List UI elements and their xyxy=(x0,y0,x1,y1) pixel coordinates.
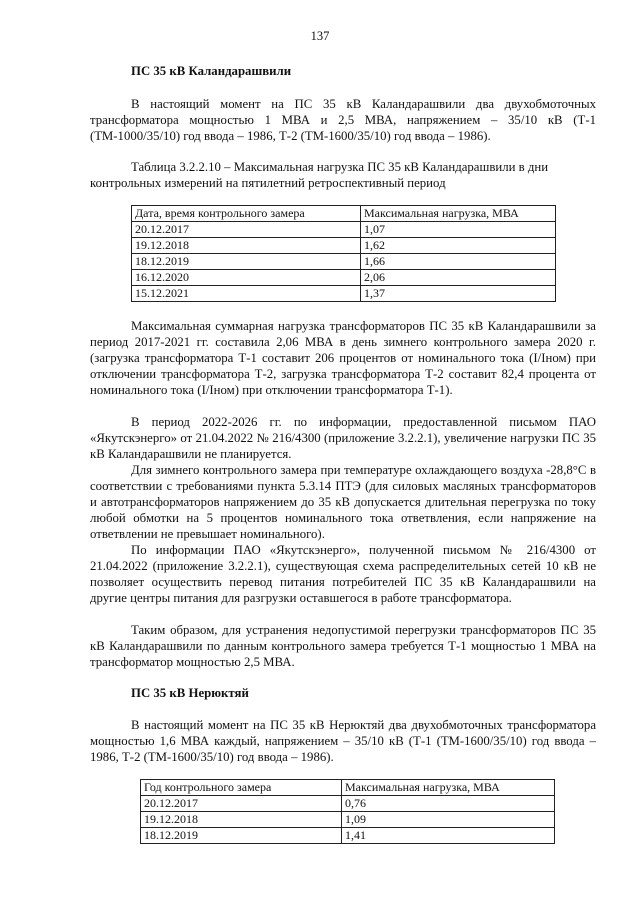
table-cell-load: 2,06 xyxy=(361,270,556,286)
body-paragraph: В период 2022-2026 гг. по информации, предоставленной письмом ПАО «Якутскэнерго» от 21.04.2022 № 216/4300 (приложение 3.2.2.1), увеличение нагрузки ПС 35 кВ Каландарашвили не планируется. xyxy=(90,415,596,461)
table-row xyxy=(141,796,555,812)
table-header-row xyxy=(132,206,556,222)
table-row xyxy=(132,254,556,270)
table-cell-load: 1,41 xyxy=(342,828,555,844)
load-table-kalandarashvili xyxy=(131,205,556,302)
intro-paragraph-neryuktyai: В настоящий момент на ПС 35 кВ Нерюктяй два двухобмоточных трансформатора мощностью 1,6 МВА каждый, напряжением – 35/10 кВ (Т-1 (ТМ-1600/35/10) год ввода – 1986, Т-2 (ТМ-1600/35/10) год ввода – 1986). xyxy=(90,718,596,764)
table-cell-load: 1,07 xyxy=(361,222,556,238)
table-cell-load: 1,66 xyxy=(361,254,556,270)
body-paragraph: По информации ПАО «Якутскэнерго», полученной письмом № 216/4300 от 21.04.2022 (приложение 3.2.2.1), существующая схема распределительных сетей 10 кВ не позволяет осуществить перевод питания потребителей ПС 35 кВ Каландарашвили на другие центры питания для разгрузки оставшегося в работе трансформатора. xyxy=(90,543,596,605)
table-cell-date: 16.12.2020 xyxy=(132,270,361,286)
load-table-neryuktyai xyxy=(140,779,555,844)
page-number: 137 xyxy=(310,29,330,43)
table-cell-date: 19.12.2018 xyxy=(141,812,342,828)
table-cell-load: 1,62 xyxy=(361,238,556,254)
body-paragraph: Максимальная суммарная нагрузка трансформаторов ПС 35 кВ Каландарашвили за период 2017-2021 гг. составила 2,06 МВА в день зимнего контрольного замера 2020 г. (загрузка трансформатора Т-1 составит 206 процентов от номинального тока (I/Iном) при отключении трансформатора Т-2, загрузка трансформатора Т-2 составит 82,4 процента от номинального тока (I/Iном) при отключении трансформатора Т-1). xyxy=(90,319,596,397)
section-heading-neryuktyai: ПС 35 кВ Нерюктяй xyxy=(131,686,249,700)
table-row xyxy=(141,828,555,844)
table-row xyxy=(132,238,556,254)
table-header-cell: Дата, время контрольного замера xyxy=(132,206,361,222)
table-header-row xyxy=(141,780,555,796)
table-row xyxy=(141,812,555,828)
table-cell-load: 1,09 xyxy=(342,812,555,828)
table-cell-date: 18.12.2019 xyxy=(141,828,342,844)
body-paragraph: Таким образом, для устранения недопустимой перегрузки трансформаторов ПС 35 кВ Каландарашвили по данным контрольного замера требуется Т-1 мощностью 1 МВА на трансформатор мощностью 2,5 МВА. xyxy=(90,623,596,669)
intro-paragraph-kalandarashvili: В настоящий момент на ПС 35 кВ Каландарашвили два двухобмоточных трансформатора мощностью 1 МВА и 2,5 МВА, напряжением – 35/10 кВ (Т-1 (ТМ-1000/35/10) год ввода – 1986, Т-2 (ТМ-1600/35/10) год ввода – 1986). xyxy=(90,97,596,143)
table-row xyxy=(132,270,556,286)
table-row xyxy=(132,286,556,302)
table-header-cell: Максимальная нагрузка, МВА xyxy=(361,206,556,222)
body-paragraph: Для зимнего контрольного замера при температуре охлаждающего воздуха -28,8°С в соответствии с требованиями пункта 5.3.14 ПТЭ (для силовых масляных трансформаторов и автотрансформаторов напряжением до 35 кВ допускается длительная перегрузка по току любой обмотки на 5 процентов номинального тока ответвления, если напряжение на ответвлении не превышает номинального). xyxy=(90,463,596,541)
table-cell-load: 0,76 xyxy=(342,796,555,812)
table-cell-date: 20.12.2017 xyxy=(132,222,361,238)
table-cell-date: 18.12.2019 xyxy=(132,254,361,270)
table-row xyxy=(132,222,556,238)
table-cell-date: 19.12.2018 xyxy=(132,238,361,254)
table-cell-date: 15.12.2021 xyxy=(132,286,361,302)
table-caption: Таблица 3.2.2.10 – Максимальная нагрузка ПС 35 кВ Каландарашвили в дни контрольных измерений на пятилетний ретроспективный период xyxy=(90,160,549,190)
table-cell-load: 1,37 xyxy=(361,286,556,302)
table-header-cell: Максимальная нагрузка, МВА xyxy=(342,780,555,796)
table-header-cell: Год контрольного замера xyxy=(141,780,342,796)
section-heading-kalandarashvili: ПС 35 кВ Каландарашвили xyxy=(131,64,292,78)
table-cell-date: 20.12.2017 xyxy=(141,796,342,812)
